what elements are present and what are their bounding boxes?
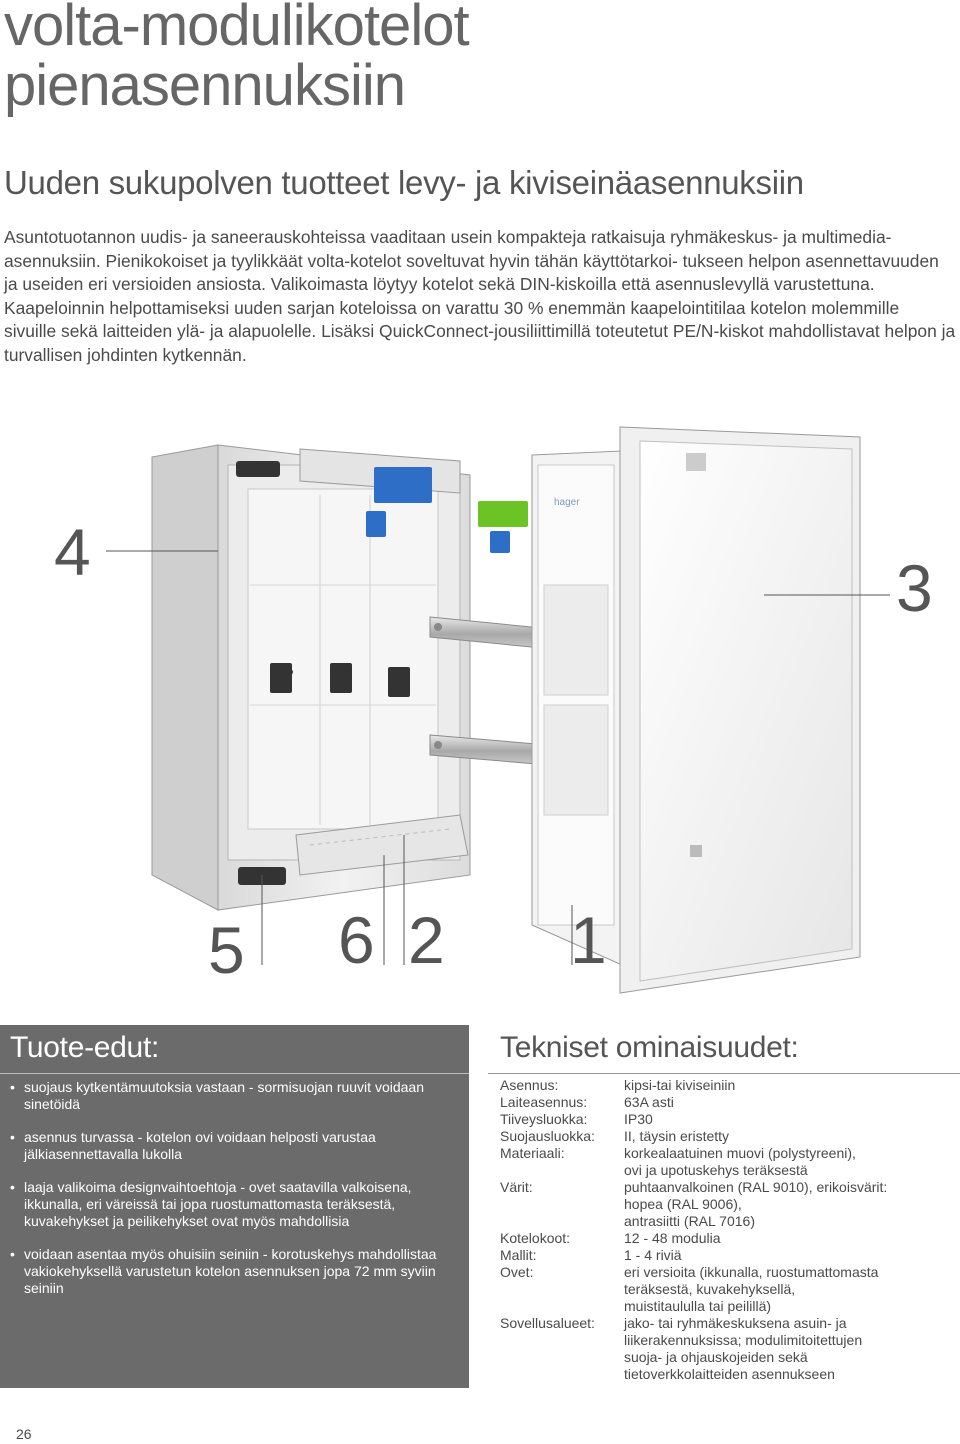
spec-key: Suojausluokka: xyxy=(500,1128,595,1144)
spec-value: puhtaanvalkoinen (RAL 9010), erikoisvärit: xyxy=(624,1179,888,1195)
spec-key: Laiteasennus: xyxy=(500,1094,588,1110)
spec-row xyxy=(500,1298,960,1315)
brand-logo: hager xyxy=(554,497,580,508)
spec-value: korkealaatuinen muovi (polystyreeni), xyxy=(624,1145,856,1161)
spec-value: hopea (RAL 9006), xyxy=(624,1196,742,1212)
spec-key xyxy=(500,1196,624,1213)
spec-value: teräksestä, kuvakehyksellä, xyxy=(624,1281,796,1297)
spec-row xyxy=(500,1145,960,1162)
spec-key: Asennus: xyxy=(500,1077,559,1093)
spec-key xyxy=(500,1298,624,1315)
callout-5: 5 xyxy=(208,913,245,987)
benefits-panel xyxy=(0,1025,469,1388)
cover-frame xyxy=(532,451,622,965)
spec-value: eri versioita (ikkunalla, ruostumattomasta xyxy=(624,1264,879,1280)
spec-value: IP30 xyxy=(624,1111,653,1127)
spec-row xyxy=(500,1162,960,1179)
spec-key xyxy=(500,1162,624,1179)
spec-value: jako- tai ryhmäkeskuksena asuin- ja xyxy=(624,1315,847,1331)
enclosure-drawing xyxy=(0,405,960,1005)
spec-row xyxy=(500,1315,960,1332)
intro-paragraph: Asuntotuotannon uudis- ja saneerauskohteissa vaaditaan usein kompakteja ratkaisuja ryhmäkeskus- ja multimedia-asennuksiin. Pienikokoiset ja tyylikkäät volta-kotelot soveltuvat hyvin tähän käyttötarkoi- tukseen helpon asennettavuuden ja useiden eri versioiden ansiosta. Valikoimasta löytyy kotelot sekä DIN-kiskoilla että asennuslevyllä varustettuna. Kaapeloinnin helpottamiseksi uuden sarjan koteloissa on varattu 30 % enemmän kaapelointitilaa kotelon molemmille sivuille sekä laitteiden ylä- ja alapuolelle. Lisäksi QuickConnect-jousiliittimillä toteutetut PE/N-kiskot mahdollistavat helpon ja turvallisen johdinten kytkennän. xyxy=(4,227,956,365)
benefit-item: • asennus turvassa - kotelon ovi voidaan helposti varustaa jälkiasennettavalla lukolla xyxy=(10,1129,460,1163)
benefits-list xyxy=(10,1079,460,1313)
spec-value: 1 - 4 riviä xyxy=(624,1247,682,1263)
spec-key xyxy=(500,1281,624,1298)
spec-row xyxy=(500,1247,960,1264)
page-title: volta-modulikotelot pienasennuksiin xyxy=(4,0,469,118)
benefit-item: • laaja valikoima designvaihtoehtoja - ovet saatavilla valkoisena, ikkunalla, eri väreissä tai jopa ruostumattomasta teräksestä, kuvakehykset ja peilikehykset ovat myös mahdollisia xyxy=(10,1179,460,1230)
page-number: 26 xyxy=(16,1426,32,1442)
callout-3: 3 xyxy=(896,551,933,625)
specs-panel xyxy=(488,1025,960,1388)
spec-row xyxy=(500,1349,960,1366)
callout-2: 2 xyxy=(408,903,445,977)
benefits-divider xyxy=(0,1073,469,1074)
spec-key xyxy=(500,1213,624,1230)
spec-row xyxy=(500,1179,960,1196)
specs-heading: Tekniset ominaisuudet: xyxy=(500,1031,799,1064)
spec-row xyxy=(500,1230,960,1247)
spec-value: II, täysin eristetty xyxy=(624,1128,730,1144)
spec-row xyxy=(500,1281,960,1298)
spec-row xyxy=(500,1094,960,1111)
spec-row xyxy=(500,1366,960,1383)
spec-key xyxy=(500,1332,624,1349)
spec-key: Tiiveysluokka: xyxy=(500,1111,588,1127)
spec-row xyxy=(500,1332,960,1349)
page-subtitle: Uuden sukupolven tuotteet levy- ja kiviseinäasennuksiin xyxy=(4,164,804,201)
spec-key: Sovellusalueet: xyxy=(500,1315,595,1331)
benefit-item: • suojaus kytkentämuutoksia vastaan - sormisuojan ruuvit voidaan sinetöidä xyxy=(10,1079,460,1113)
spec-row xyxy=(500,1264,960,1281)
spec-key: Ovet: xyxy=(500,1264,534,1280)
exploded-enclosure-illustration xyxy=(0,405,960,1005)
callout-6: 6 xyxy=(338,903,375,977)
spec-key: Materiaali: xyxy=(500,1145,565,1161)
spec-value: 12 - 48 modulia xyxy=(624,1230,721,1246)
spec-value: kipsi-tai kiviseiniin xyxy=(624,1077,736,1093)
spec-key: Värit: xyxy=(500,1179,533,1195)
benefits-heading: Tuote-edut: xyxy=(10,1031,160,1064)
spec-value: 63A asti xyxy=(624,1094,674,1110)
spec-value: ovi ja upotuskehys teräksestä xyxy=(624,1162,808,1178)
spec-row xyxy=(500,1111,960,1128)
spec-row xyxy=(500,1077,960,1094)
spec-value: antrasiitti (RAL 7016) xyxy=(624,1213,755,1229)
callout-4: 4 xyxy=(54,515,91,589)
spec-key xyxy=(500,1349,624,1366)
specs-divider xyxy=(488,1073,960,1074)
benefit-item: • voidaan asentaa myös ohuisiin seiniin - korotuskehys mahdollistaa vakiokehyksellä varustetun kotelon asennuksen jopa 72 mm syviin seiniin xyxy=(10,1246,460,1297)
spec-value: liikerakennuksissa; modulimitoitettujen xyxy=(624,1332,863,1348)
door xyxy=(620,427,860,993)
spec-value: muistitaululla tai peilillä) xyxy=(624,1298,772,1314)
spec-key xyxy=(500,1366,624,1383)
spec-row xyxy=(500,1196,960,1213)
callout-1: 1 xyxy=(570,903,607,977)
specs-table xyxy=(500,1077,960,1383)
spec-key: Kotelokoot: xyxy=(500,1230,571,1246)
spec-row xyxy=(500,1128,960,1145)
spec-value: tietoverkkolaitteiden asennukseen xyxy=(624,1366,835,1382)
spec-value: suoja- ja ohjauskojeiden sekä xyxy=(624,1349,808,1365)
spec-row xyxy=(500,1213,960,1230)
spec-key: Mallit: xyxy=(500,1247,537,1263)
